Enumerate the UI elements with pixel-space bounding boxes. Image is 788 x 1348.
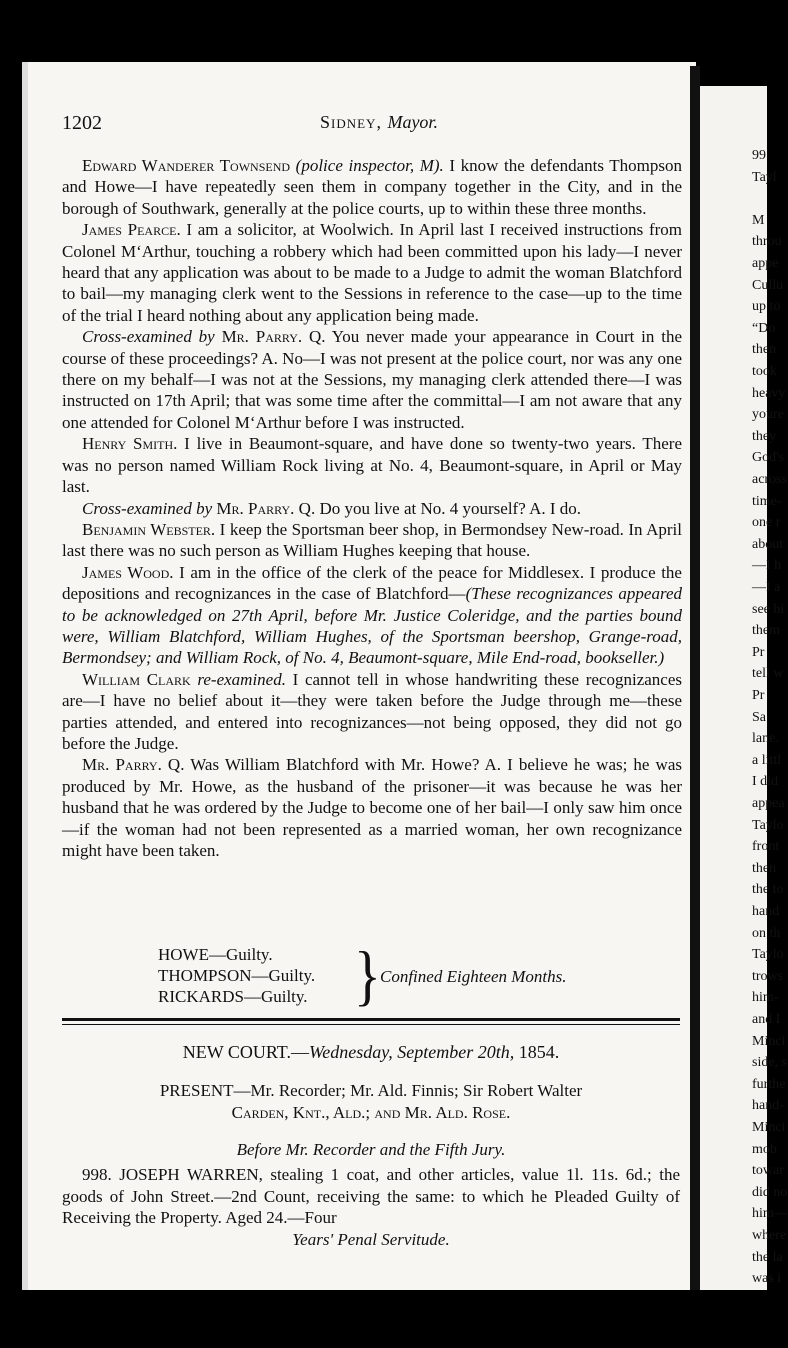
facing-page-line: and I (752, 1012, 781, 1027)
scan-border-left (0, 0, 22, 1348)
verdict-howe: HOWE—Guilty. (158, 945, 273, 964)
testimony-text: I keep the Sportsman beer shop, in Bermondsey New-road. In April last there was no such person as William Hughes keeping that house. (62, 519, 682, 561)
facing-page-line: Taylo (752, 947, 784, 963)
facing-page-line: hand (752, 904, 780, 919)
facing-page-line: him- (752, 990, 779, 1006)
book-spine (690, 66, 700, 1290)
counsel-name: Mr. Parry. (82, 755, 162, 775)
paragraph-townsend (62, 155, 682, 219)
running-header (320, 112, 438, 133)
facing-page-line: where (752, 1228, 787, 1243)
facing-page-line: Minci (752, 1120, 786, 1135)
paragraph-parry (62, 754, 682, 861)
verdict-rickards: RICKARDS—Guilty. (158, 987, 308, 1006)
court-date: Wednesday, September 20th, (308, 1042, 515, 1062)
counsel-name: Mr. Parry. (216, 498, 295, 518)
testimony-text: I cannot tell in whose handwriting these recognizances are—I have no belief about it—they were taken before the Judge through me—these parties attended, and entered into recognizances—not being opposed, they did not go before the Judge. (62, 669, 682, 753)
verdict-list (158, 944, 315, 1007)
facing-page-line: “Do (752, 320, 776, 336)
facing-page-line: youre (752, 407, 784, 423)
sentence-text: Confined Eighteen Months. (380, 967, 567, 986)
facing-page-line: appea (752, 796, 785, 811)
recognizance-note: (These recognizances appeared to be acknowledged on 27th April, before Mr. Justice Coleridge, and the parties bound were, William Blatchford, William Hughes, of the Sportsman beershop, Grange-road, Bermondsey; and William Rock, of No. 4, Beaumont-square, Mile End-road, bookseller.) (62, 584, 682, 668)
facing-page-line: one r (752, 515, 781, 531)
facing-page-line: took (752, 364, 777, 379)
facing-page-line: did no (752, 1184, 788, 1200)
facing-page-line: furthe (752, 1076, 786, 1092)
facing-page-line: the la (752, 1249, 783, 1265)
paragraph-pearce-cross (62, 326, 682, 433)
paragraph-smith-cross (62, 498, 682, 519)
facing-page-line: Taylo (752, 817, 784, 833)
facing-page-line: Cullu (752, 277, 784, 293)
witness-name: James Wood. (82, 562, 174, 582)
facing-page-line: was i (752, 1271, 782, 1287)
facing-page-line: him— (752, 1206, 788, 1222)
facing-page-line: side, s (752, 1055, 787, 1071)
facing-page-line: Sa (752, 709, 766, 725)
brace: } (354, 938, 381, 1014)
facing-page-line: tell w (752, 666, 784, 682)
facing-page-line: mob (752, 1141, 777, 1157)
facing-page-line: —I a (752, 580, 781, 595)
counsel-name: Mr. Parry. (221, 327, 303, 347)
facing-page-line: then (752, 342, 777, 358)
facing-page-line: then (752, 860, 777, 876)
cross-examined-label: Cross-examined by (82, 498, 213, 518)
facing-page-line: I did (752, 774, 779, 790)
testimony-body (62, 155, 682, 861)
facing-page-line: lane. (752, 731, 779, 747)
section-rule-thick (62, 1018, 680, 1021)
paragraph-webster (62, 519, 682, 562)
facing-page-line: on th (752, 925, 781, 941)
facing-page-line: front (752, 839, 780, 855)
jury-line: Before Mr. Recorder and the Fifth Jury. (236, 1140, 506, 1159)
witness-name: Henry Smith. (82, 434, 178, 454)
facing-page-line: Pr (752, 688, 765, 703)
testimony-text: I am in the office of the clerk of the peace for Middlesex. I produce the depositions and recognizances in the case of Blatchford— (62, 562, 682, 604)
facing-page-line: trows (752, 968, 784, 984)
facing-page-line: God's (752, 450, 785, 466)
facing-page-line: —I h (752, 558, 782, 574)
header-name: Sidney, (320, 112, 382, 132)
facing-page-line: they (752, 428, 777, 444)
court-heading (62, 1042, 680, 1063)
section-rule-thin (62, 1024, 680, 1025)
testimony-text: Q. Do you live at No. 4 yourself? A. I do. (294, 498, 582, 518)
facing-page-line: Minci (752, 1033, 786, 1049)
testimony-text: I live in Beaumont-square, and have done so twenty-two years. There was no person named William Rock living at No. 4, Beaumont-square, in April or May last. (62, 434, 682, 497)
court-name: NEW COURT.— (182, 1042, 309, 1062)
facing-page-line: hand- (752, 1098, 784, 1114)
facing-page-line: up to (752, 299, 781, 315)
scan-border-top (0, 0, 767, 60)
paragraph-clark (62, 669, 682, 755)
facing-page-line: time- (752, 493, 782, 509)
paragraph-smith (62, 433, 682, 497)
witness-name: Benjamin Webster. (82, 519, 216, 539)
re-examined-label: re-examined. (197, 669, 286, 689)
page-number: 1202 (62, 112, 102, 134)
facing-page-line: towar (752, 1163, 784, 1179)
facing-page-line: 99 (752, 148, 766, 163)
case-998 (62, 1164, 680, 1250)
paragraph-pearce (62, 219, 682, 326)
cross-examined-label: Cross-examined by (82, 327, 215, 347)
facing-page-fragment (700, 86, 788, 1290)
witness-name: Edward Wanderer Townsend (82, 156, 291, 175)
facing-page-line: throu (752, 234, 782, 250)
verdict-thompson: THOMPSON—Guilty. (158, 966, 316, 985)
header-office: Mayor. (387, 112, 438, 132)
case-sentence: Years' Penal Servitude. (292, 1229, 450, 1249)
facing-page-line: across (752, 472, 787, 487)
paragraph-wood (62, 562, 682, 669)
testimony-text: I am a solicitor, at Woolwich. In April last I received instructions from Colonel M‘Arthur, touching a robbery which had been committed upon his lady—I never heard that any application was about to be made to a Judge to admit the woman Blatchford to bail—my managing clerk went to the Sessions in reference to the case—up to the time of the trial I heard nothing about any application being made. (62, 220, 682, 325)
testimony-text: I know the defendants Thompson and Howe—I have repeatedly seen them in company together in the City, and in the borough of Southwark, generally at the police courts, up to within these three months. (62, 156, 683, 218)
present-line-1: PRESENT—Mr. Recorder; Mr. Ald. Finnis; Sir Robert Walter (159, 1081, 583, 1100)
case-text: 998. JOSEPH WARREN, stealing 1 coat, and other articles, value 1l. 11s. 6d.; the goods of John Street.—2nd Count, receiving the same: to which he Pleaded Guilty of Receiving the Property. Aged 24.—Four (62, 1165, 680, 1227)
present-line-2: Carden, Knt., Ald.; and Mr. Ald. Rose. (231, 1103, 511, 1122)
facing-page-line: a littl (752, 752, 782, 768)
witness-name: James Pearce. (82, 220, 181, 240)
facing-page-line: the to (752, 882, 784, 898)
witness-name: William Clark (82, 669, 191, 689)
present-list (62, 1080, 680, 1124)
facing-page-line: M (752, 212, 765, 228)
witness-role: (police inspector, M). (295, 156, 444, 175)
testimony-text: Q. You never made your appearance in Court in the course of these proceedings? A. No—I was not present at the police court, nor was any one there on my behalf—I was not at the Sessions, my managing clerk attended there—I was instructed on 17th April; that was some time after the committal—I am not aware that any one attended for Colonel M‘Arthur before I was instructed. (62, 327, 682, 432)
facing-page-line: heavy (752, 385, 786, 401)
facing-page-line: Pr (752, 644, 765, 660)
facing-page-line: about (752, 536, 784, 552)
testimony-text: Q. Was William Blatchford with Mr. Howe? A. I believe he was; he was produced by Mr. Howe, as the husband of the prisoner—it was because he was her husband that he was ordered by the Judge to become one of her bail—I only saw him once—if the woman had not been represented as a married woman, her own recognizance might have been taken. (62, 755, 682, 860)
scan-border-bottom (0, 1290, 767, 1348)
facing-page-line: see hi (752, 601, 785, 617)
facing-page-line: them (752, 623, 780, 639)
facing-page-line: appe (752, 256, 779, 271)
facing-page-line: Tayl (752, 169, 777, 185)
court-year: 1854. (514, 1042, 560, 1062)
